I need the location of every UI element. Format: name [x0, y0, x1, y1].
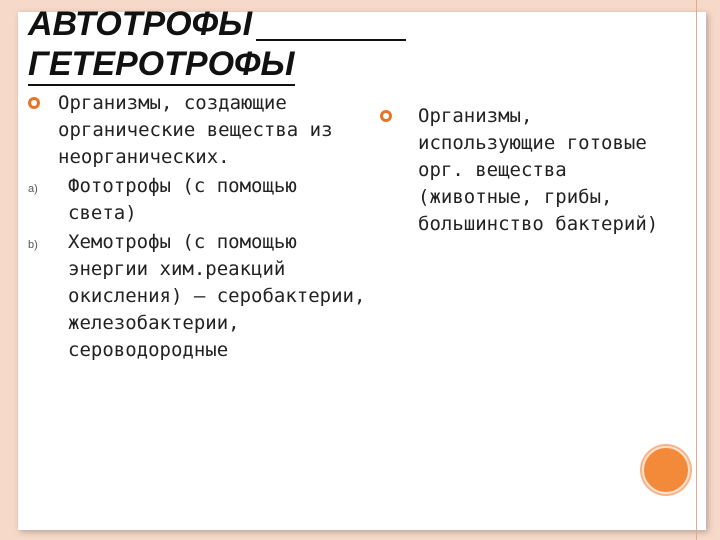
title-underline [256, 33, 406, 41]
sub-item-b [28, 229, 368, 364]
sub-item-a [28, 173, 368, 227]
right-column [380, 103, 670, 238]
slide-title [28, 4, 406, 86]
sub-text: Хемотрофы (с помощью энергии хим.реакций окисления) – серобактерии, железобактерии, сероводородные [68, 231, 366, 361]
title-heterotrophs: ГЕТЕРОТРОФЫ [28, 45, 295, 83]
list-item [28, 90, 368, 171]
sub-marker: b) [28, 239, 38, 251]
heterotrophs-definition: Организмы, использующие готовые орг. вещества (животные, грибы, большинство бактерий) [418, 105, 659, 235]
title-line-1 [28, 4, 406, 44]
bullet-icon [28, 97, 40, 109]
bullet-icon [380, 110, 392, 122]
list-item [380, 103, 670, 238]
frame-vertical-line [696, 0, 697, 540]
title-line-2 [28, 44, 295, 86]
left-column [28, 90, 368, 364]
autotrophs-definition: Организмы, создающие органические вещества из неорганических. [58, 92, 333, 168]
sub-marker: a) [28, 183, 38, 195]
title-autotrophs: АВТОТРОФЫ [28, 5, 253, 43]
decorative-circle-icon [642, 446, 690, 494]
sub-text: Фототрофы (с помощью света) [68, 175, 297, 224]
